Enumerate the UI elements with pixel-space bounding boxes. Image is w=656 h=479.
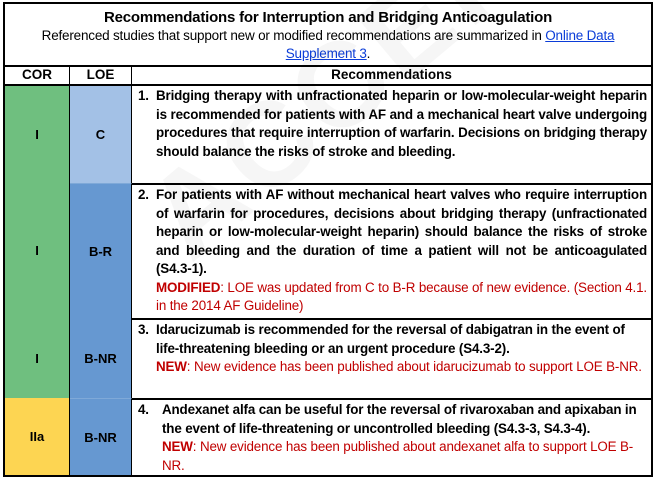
note-label: MODIFIED bbox=[156, 279, 221, 295]
table-row bbox=[5, 398, 651, 475]
note-label: NEW bbox=[156, 359, 187, 374]
recommendation-cell bbox=[132, 183, 651, 318]
table-header bbox=[5, 4, 651, 67]
recommendation-number: 2. bbox=[138, 187, 149, 202]
table-row bbox=[5, 86, 651, 183]
recommendation-text: Andexanet alfa can be useful for the reversal of rivaroxaban and apixaban in the event of life-threatening or uncontrolled bleeding (S4.3-3, S4.3-4). bbox=[162, 402, 637, 436]
table-title: Recommendations for Interruption and Bridging Anticoagulation bbox=[103, 9, 553, 26]
column-header-recommendations: Recommendations bbox=[132, 65, 651, 86]
recommendation-text: For patients with AF without mechanical heart valves who require interruption of warfarin for procedures, decisions about bridging therapy (unfractionated heparin or low-molecular-weight heparin) should balance the risks of stroke and bleeding and the duration of time a patient will not be anticoagulated (S4.3-1). bbox=[156, 187, 647, 276]
recommendation-number: 4. bbox=[138, 402, 149, 417]
cor-cell: I bbox=[5, 86, 70, 183]
note-text: : New evidence has been published about andexanet alfa to support LOE B-NR. bbox=[162, 439, 634, 473]
note-text: : LOE was updated from C to B-R because of new evidence. (Section 4.1. in the 2014 AF Guideline) bbox=[156, 279, 647, 313]
loe-cell: B-NR bbox=[70, 318, 132, 398]
table-row bbox=[5, 318, 651, 398]
recommendation-cell bbox=[132, 318, 651, 398]
loe-cell: B-NR bbox=[70, 398, 132, 475]
cor-cell: I bbox=[5, 183, 70, 318]
recommendation-number: 1. bbox=[138, 88, 149, 103]
recommendation-text: Idarucizumab is recommended for the reversal of dabigatran in the event of life-threatening bleeding or an urgent procedure (S4.3-2). bbox=[156, 322, 625, 356]
loe-cell: C bbox=[70, 86, 132, 183]
recommendation-cell bbox=[132, 398, 651, 475]
cor-cell: I bbox=[5, 318, 70, 398]
recommendation-cell bbox=[132, 86, 651, 183]
loe-cell: B-R bbox=[70, 183, 132, 318]
column-header-loe: LOE bbox=[70, 65, 132, 86]
table-subtitle bbox=[5, 27, 651, 63]
note-text: : New evidence has been published about idarucizumab to support LOE B-NR. bbox=[186, 359, 642, 374]
modified-note bbox=[156, 280, 647, 314]
subtitle-text: Referenced studies that support new or modified recommendations are summarized in bbox=[41, 28, 546, 43]
recommendation-text: Bridging therapy with unfractionated heparin or low-molecular-weight heparin is recommended for patients with AF and a mechanical heart valve undergoing procedures that require interruption of warfarin. Decisions on bridging therapy should balance the risks of stroke and bleeding. bbox=[156, 88, 647, 159]
subtitle-period: . bbox=[366, 46, 371, 61]
online-data-supplement-link[interactable]: Online Data Supplement 3 bbox=[285, 28, 615, 61]
column-header-cor: COR bbox=[5, 65, 70, 86]
new-note bbox=[162, 439, 633, 473]
table-row bbox=[5, 183, 651, 318]
recommendations-table bbox=[3, 2, 653, 477]
cor-cell: IIa bbox=[5, 398, 70, 475]
recommendation-number: 3. bbox=[138, 322, 149, 337]
new-note bbox=[156, 359, 642, 374]
note-label: NEW bbox=[162, 439, 193, 454]
